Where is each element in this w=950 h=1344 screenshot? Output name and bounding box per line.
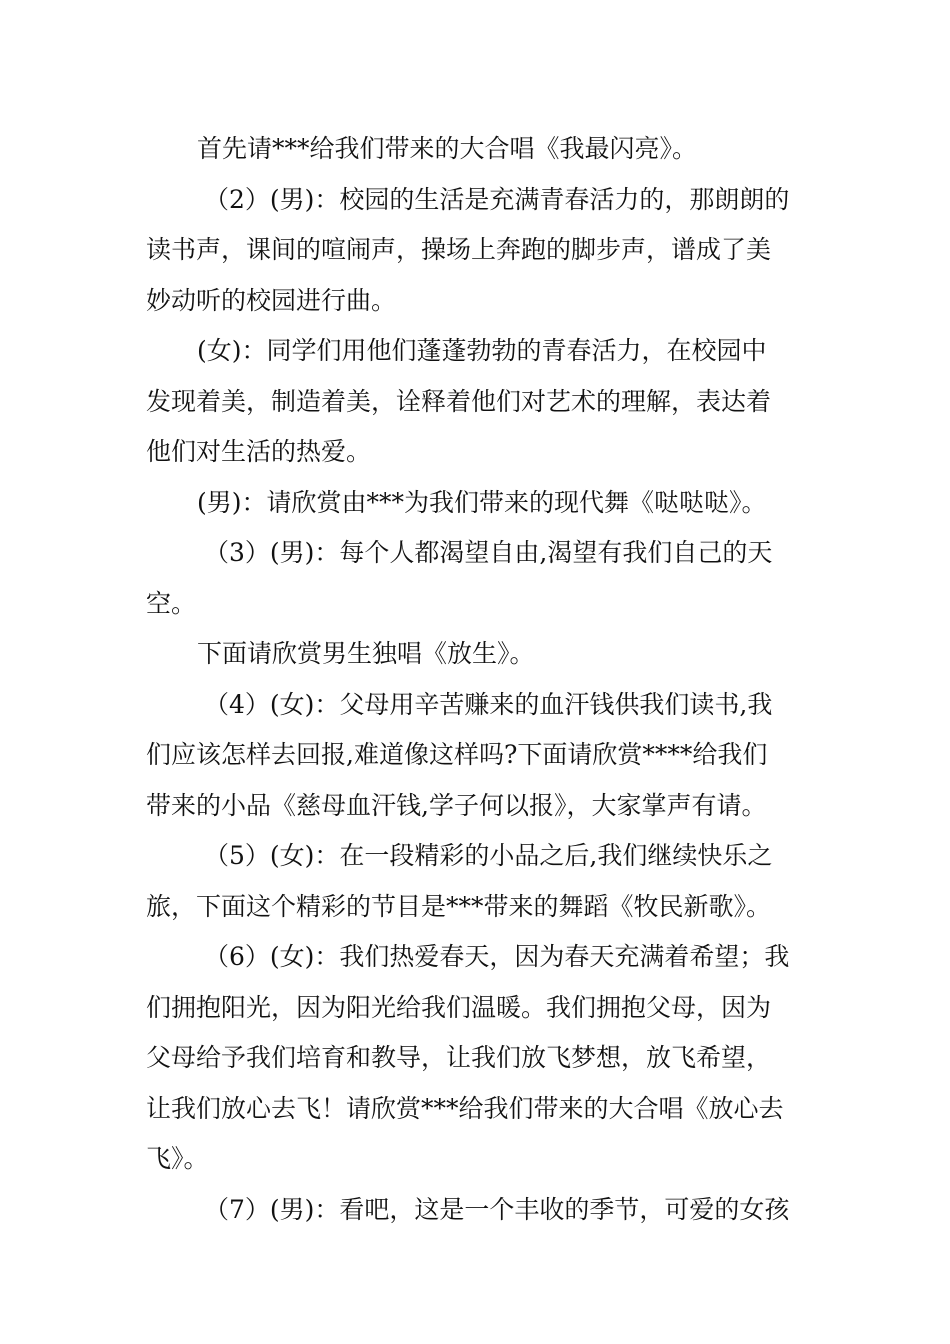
paragraph-line: 妙动听的校园进行曲。 [146,285,397,315]
document-body [146,124,811,1235]
paragraph-line: (男)：请欣赏由***为我们带来的现代舞《哒哒哒》。 [197,487,767,517]
paragraph-line: 下面请欣赏男生独唱《放生》。 [197,639,535,668]
paragraph-line: 首先请***给我们带来的大合唱《我最闪亮》。 [197,134,698,163]
paragraph-line: （3）(男)：每个人都渴望自由,渴望有我们自己的天 [204,538,773,567]
paragraph-line: 读书声，课间的喧闹声，操场上奔跑的脚步声，谱成了美 [146,235,772,264]
paragraph [146,124,811,175]
paragraph-line: 他们对生活的热爱。 [146,437,372,466]
paragraph-line: （6）(女)：我们热爱春天，因为春天充满着希望；我 [204,942,790,971]
paragraph-line: （7）(男)：看吧，这是一个丰收的季节，可爱的女孩 [204,1194,790,1224]
paragraph-line: 让我们放心去飞！请欣赏***给我们带来的大合唱《放心去 [146,1093,784,1123]
paragraph-line: 空。 [146,588,197,618]
paragraph [146,528,811,629]
paragraph [146,326,811,478]
paragraph-line: 飞》。 [146,1144,209,1173]
paragraph-line: （2）(男)：校园的生活是充满青春活力的，那朗朗的 [204,184,790,214]
paragraph [146,680,811,832]
paragraph [146,1185,811,1236]
paragraph [146,175,811,327]
paragraph-line: （4）(女)：父母用辛苦赚来的血汗钱供我们读书,我 [204,689,773,719]
paragraph [146,629,811,680]
paragraph-line: 父母给予我们培育和教导，让我们放飞梦想，放飞希望， [146,1043,772,1072]
paragraph-line: 带来的小品《慈母血汗钱,学子何以报》，大家掌声有请。 [146,790,767,820]
paragraph [146,932,811,1185]
paragraph [146,831,811,932]
paragraph [146,478,811,529]
paragraph-line: 们拥抱阳光，因为阳光给我们温暖。我们拥抱父母，因为 [146,992,772,1022]
paragraph-line: 们应该怎样去回报,难道像这样吗?下面请欣赏****给我们 [146,740,768,769]
paragraph-line: （5）(女)：在一段精彩的小品之后,我们继续快乐之 [204,841,773,870]
paragraph-line: 旅，下面这个精彩的节目是***带来的舞蹈《牧民新歌》。 [146,891,772,921]
paragraph-line: 发现着美，制造着美，诠释着他们对艺术的理解，表达着 [146,386,772,416]
paragraph-line: (女)：同学们用他们蓬蓬勃勃的青春活力，在校园中 [197,336,767,365]
